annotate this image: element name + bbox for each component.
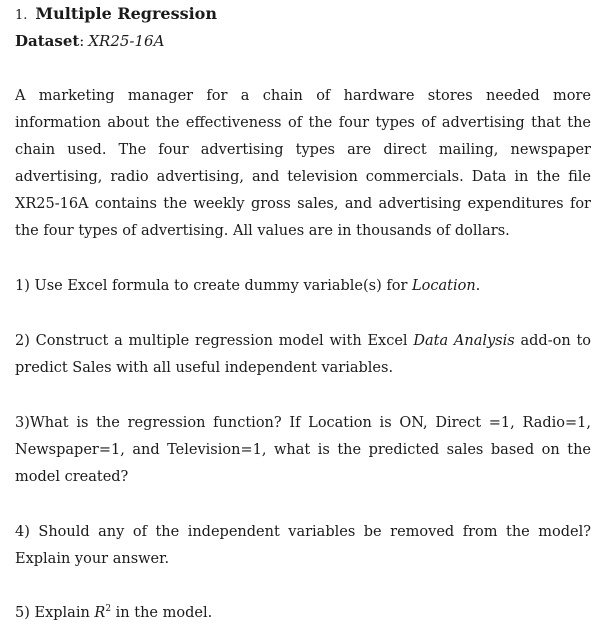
question-2-emphasis: Data Analysis bbox=[413, 333, 515, 349]
question-1-text: 1) Use Excel formula to create dummy variable(s) for bbox=[15, 278, 412, 294]
question-2-text: 2) Construct a multiple regression model with Excel bbox=[15, 333, 414, 349]
question-2-end: add-on to predict Sales with all useful independent variables. bbox=[15, 333, 592, 376]
dataset-colon: : bbox=[79, 32, 85, 50]
question-5-superscript: 2 bbox=[105, 604, 112, 615]
section-title: Multiple Regression bbox=[35, 4, 217, 23]
dataset-value: XR25-16A bbox=[88, 32, 165, 50]
intro-paragraph: A marketing manager for a chain of hardware stores needed more information about the effectiveness of the four types of advertising that the chain used. The four advertising types are direct mailing, newspaper advertising, radio advertising, and television commercials. Data in the file XR25-16A contains the weekly gross sales, and advertising expenditures for the four types of advertising. All values are in thousands of dollars. bbox=[15, 88, 591, 239]
question-4: 4) Should any of the independent variables be removed from the model? Explain your answer. bbox=[15, 524, 591, 567]
question-5-end: in the model. bbox=[111, 605, 213, 621]
section-heading bbox=[15, 4, 217, 26]
question-2 bbox=[15, 328, 591, 382]
question-5-emphasis: R bbox=[94, 605, 106, 621]
dataset-line bbox=[15, 31, 164, 51]
question-1 bbox=[15, 273, 591, 300]
question-1-end: . bbox=[475, 278, 481, 294]
question-5 bbox=[15, 600, 591, 627]
section-number: 1. bbox=[15, 8, 28, 23]
question-1-emphasis: Location bbox=[412, 278, 476, 294]
question-3: 3)What is the regression function? If Location is ON, Direct =1, Radio=1, Newspaper=1, and Television=1, what is the predicted sales based on the model created? bbox=[15, 415, 591, 485]
dataset-label: Dataset bbox=[15, 32, 80, 50]
question-5-text: 5) Explain bbox=[15, 605, 95, 621]
